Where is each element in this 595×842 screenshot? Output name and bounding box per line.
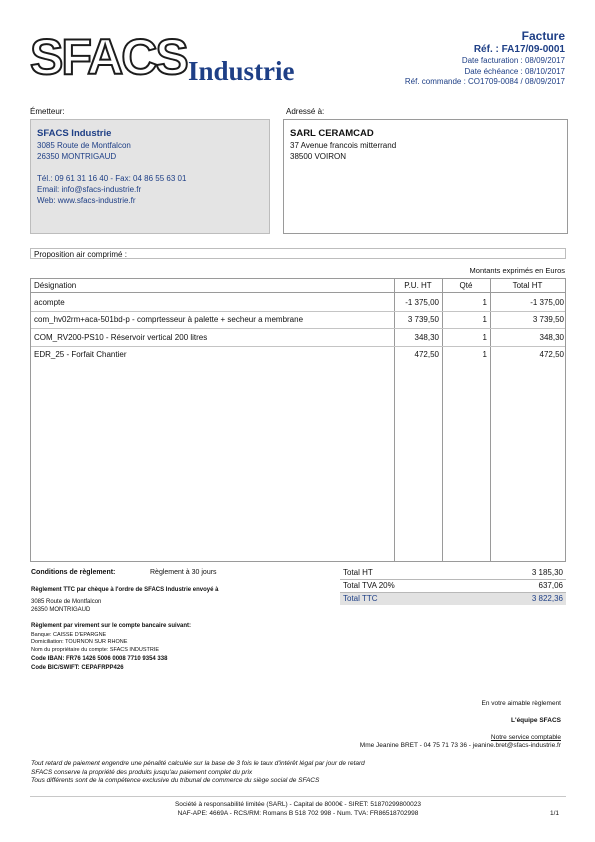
signature-block xyxy=(360,700,561,750)
legal-notice xyxy=(31,760,365,786)
destinataire-label: Adressé à: xyxy=(286,107,325,116)
destinataire-box xyxy=(283,119,568,234)
accounting-contact: Mme Jeanine BRET - 04 75 71 73 36 - jeanine.bret@sfacs-industrie.fr xyxy=(359,742,561,749)
row-total: 472,50 xyxy=(539,350,564,359)
row-qte: 1 xyxy=(482,333,487,342)
bank-details xyxy=(31,632,159,654)
bank-owner: Nom du propriétaire du compte: SFACS INDUSTRIE xyxy=(31,646,160,653)
row-pu: 348,30 xyxy=(414,333,439,342)
emetteur-label: Émetteur: xyxy=(30,107,65,116)
conditions-value: Règlement à 30 jours xyxy=(150,569,217,576)
header-pu: P.U. HT xyxy=(404,281,432,290)
emetteur-box xyxy=(30,119,270,234)
footer-company-info: Société à responsabilité limitée (SARL) - Capital de 8000€ - SIRET: 51870299800023 xyxy=(174,801,422,808)
row-qte: 1 xyxy=(482,315,487,324)
iban: Code IBAN: FR76 1426 5006 0008 7710 9354 338 xyxy=(31,656,168,662)
row-total: 348,30 xyxy=(539,333,564,342)
company-logo xyxy=(30,30,320,90)
destinataire-address1: 37 Avenue francois mitterrand xyxy=(290,141,397,150)
logo-main-text: SFACS xyxy=(30,29,187,85)
date-echeance: Date échéance : 08/10/2017 xyxy=(464,66,565,76)
total-ht-label: Total HT xyxy=(343,568,373,577)
footer xyxy=(30,800,566,818)
emetteur-address2: 26350 MONTRIGAUD xyxy=(37,152,117,161)
emetteur-email: Email: info@sfacs-industrie.fr xyxy=(37,185,142,194)
totals-box xyxy=(340,567,566,605)
bank-name: Banque: CAISSE D'EPARGNE xyxy=(31,632,107,638)
row-qte: 1 xyxy=(482,350,487,359)
row-divider xyxy=(31,328,565,329)
emetteur-address1: 3085 Route de Montfalcon xyxy=(37,141,131,150)
destinataire-address2: 38500 VOIRON xyxy=(290,152,347,161)
total-ttc-label: Total TTC xyxy=(343,594,378,603)
row-pu: -1 375,00 xyxy=(405,298,439,307)
destinataire-name: SARL CERAMCAD xyxy=(290,128,374,139)
row-total: -1 375,00 xyxy=(530,298,564,307)
header-qte: Qté xyxy=(459,281,473,290)
conditions-label: Conditions de règlement: xyxy=(31,569,116,576)
legal-line: Tous différents sont de la compétence exclusive du tribunal de commerce du siège social de SFACS xyxy=(31,777,320,785)
virement-title: Règlement par virement sur le compte bancaire suivant: xyxy=(31,623,192,629)
page-number: 1/1 xyxy=(549,810,559,817)
date-facturation: Date facturation : 08/09/2017 xyxy=(461,56,565,65)
proposition-title: Proposition air comprimé : xyxy=(30,248,566,259)
invoice-header xyxy=(405,29,565,88)
greeting: En votre aimable règlement xyxy=(481,700,561,707)
total-ht-value: 3 185,30 xyxy=(531,568,563,577)
invoice-reference: Réf. : FA17/09-0001 xyxy=(473,44,565,55)
row-divider xyxy=(31,346,565,347)
team-name: L'équipe SFACS xyxy=(511,717,561,724)
row-pu: 3 739,50 xyxy=(407,315,439,324)
emetteur-phone: Tél.: 09 61 31 16 40 - Fax: 04 86 55 63 01 xyxy=(37,174,187,183)
total-tva-label: Total TVA 20% xyxy=(343,581,395,590)
legal-line: SFACS conserve la propriété des produits jusqu'au paiement complet du prix xyxy=(31,768,253,776)
doc-title: Facture xyxy=(521,29,565,43)
header-total: Total HT xyxy=(512,281,543,290)
bic: Code BIC/SWIFT: CEPAFRPP426 xyxy=(31,665,124,671)
cheque-address1: 3085 Route de Montfalcon xyxy=(31,599,102,605)
emetteur-web: Web: www.sfacs-industrie.fr xyxy=(37,196,136,205)
logo-sub-text: Industrie xyxy=(188,56,295,86)
row-divider xyxy=(31,311,565,312)
accounting-service: Notre service comptable xyxy=(490,734,561,741)
montants-note: Montants exprimés en Euros xyxy=(469,266,565,275)
total-ht-row xyxy=(340,567,566,580)
ref-commande: Réf. commande : CO1709-0084 / 08/09/2017 xyxy=(404,77,565,86)
total-tva-row xyxy=(340,580,566,593)
legal-line: Tout retard de paiement engendre une pénalité calculée sur la base de 3 fois le taux d'intérêt légal par jour de retard xyxy=(31,760,365,767)
cheque-address2: 26350 MONTRIGAUD xyxy=(31,607,91,613)
row-total: 3 739,50 xyxy=(532,315,564,324)
lines-table xyxy=(30,278,566,562)
emetteur-name: SFACS Industrie xyxy=(37,128,112,139)
cheque-title: Règlement TTC par chèque à l'ordre de SFACS Industrie envoyé à xyxy=(31,587,219,593)
bank-domiciliation: Domiciliation: TOURNON SUR RHONE xyxy=(31,639,128,646)
row-designation: COM_RV200-PS10 - Réservoir vertical 200 litres xyxy=(34,333,208,342)
row-qte: 1 xyxy=(482,298,487,307)
total-tva-value: 637,06 xyxy=(538,581,563,590)
footer-registration: NAF-APE: 4669A - RCS/RM: Romans B 518 702 998 - Num. TVA: FR86518702998 xyxy=(177,810,419,817)
emetteur-address xyxy=(31,120,269,206)
header-designation: Désignation xyxy=(34,281,77,290)
footer-divider xyxy=(30,796,566,797)
row-pu: 472,50 xyxy=(414,350,439,359)
row-designation: EDR_25 - Forfait Chantier xyxy=(34,350,127,359)
total-ttc-value: 3 822,36 xyxy=(531,594,563,603)
row-designation: com_hv02rm+aca-501bd-p - comprtesseur à palette + secheur a membrane xyxy=(34,315,304,324)
destinataire-address xyxy=(284,120,567,162)
row-divider xyxy=(31,292,565,293)
row-designation: acompte xyxy=(34,298,65,307)
total-ttc-row xyxy=(340,593,566,605)
